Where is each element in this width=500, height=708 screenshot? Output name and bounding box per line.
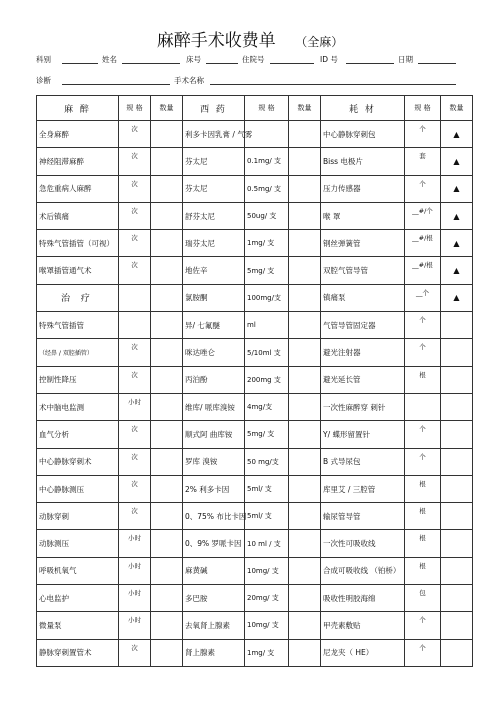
anesthesia-item: 中心静脉测压	[37, 475, 119, 502]
material-qty[interactable]	[441, 421, 473, 448]
anesthesia-qty[interactable]	[151, 503, 183, 530]
dept-field[interactable]	[62, 54, 98, 64]
material-unit: __#/根	[405, 230, 441, 257]
table-row	[37, 639, 473, 666]
surgery-label: 手术名称	[174, 76, 204, 85]
anesthesia-item: 治 疗	[37, 284, 119, 311]
material-name: Y/ 蝶形留置针	[321, 421, 405, 448]
anesthesia-qty[interactable]	[151, 148, 183, 175]
drug-qty[interactable]	[289, 475, 321, 502]
drug-name: 利多卡因乳膏 / 气雾	[183, 121, 245, 148]
anesthesia-qty[interactable]	[151, 339, 183, 366]
material-unit: 个	[405, 312, 441, 339]
material-qty[interactable]	[441, 393, 473, 420]
material-qty[interactable]	[441, 366, 473, 393]
material-name: 气管导管固定器	[321, 312, 405, 339]
drug-spec: 0.1mg/ 支	[245, 148, 289, 175]
anesthesia-unit: 次	[119, 475, 151, 502]
material-unit: 包	[405, 585, 441, 612]
material-name: 压力传感器	[321, 175, 405, 202]
admission-label: 住院号	[242, 55, 265, 64]
material-qty[interactable]	[441, 339, 473, 366]
material-name: Biss 电极片	[321, 148, 405, 175]
anesthesia-item: 全身麻醉	[37, 121, 119, 148]
material-unit: 根	[405, 557, 441, 584]
drug-qty[interactable]	[289, 557, 321, 584]
admission-field[interactable]	[270, 54, 314, 64]
material-unit: __#/个	[405, 202, 441, 229]
drug-qty[interactable]	[289, 639, 321, 666]
table-row	[37, 312, 473, 339]
anesthesia-item: 静脉穿刺置管术	[37, 639, 119, 666]
material-name: 合成可吸收线 （铂桥）	[321, 557, 405, 584]
anesthesia-item: 动脉测压	[37, 530, 119, 557]
table-row	[37, 612, 473, 639]
table-row	[37, 393, 473, 420]
anesthesia-qty[interactable]	[151, 366, 183, 393]
id-label: ID 号	[320, 55, 338, 64]
drug-qty[interactable]	[289, 175, 321, 202]
anesthesia-item: 术后镇痛	[37, 202, 119, 229]
anesthesia-qty[interactable]	[151, 475, 183, 502]
material-qty[interactable]: ▲	[441, 230, 473, 257]
col-spec: 规 格	[245, 96, 289, 121]
material-unit: 套	[405, 148, 441, 175]
material-qty[interactable]	[441, 585, 473, 612]
drug-qty[interactable]	[289, 148, 321, 175]
drug-qty[interactable]	[289, 202, 321, 229]
anesthesia-unit	[119, 312, 151, 339]
material-qty[interactable]: ▲	[441, 257, 473, 284]
anesthesia-qty[interactable]	[151, 202, 183, 229]
col-anesthesia: 麻 醉	[37, 96, 119, 121]
table-row	[37, 585, 473, 612]
date-field[interactable]	[418, 54, 456, 64]
anesthesia-unit: 次	[119, 421, 151, 448]
material-unit: __个	[405, 284, 441, 311]
material-qty[interactable]	[441, 639, 473, 666]
drug-qty[interactable]	[289, 366, 321, 393]
drug-qty[interactable]	[289, 421, 321, 448]
table-row	[37, 148, 473, 175]
material-name: 镇痛泵	[321, 284, 405, 311]
material-name: 钢丝弹簧管	[321, 230, 405, 257]
material-qty[interactable]	[441, 557, 473, 584]
table-row	[37, 202, 473, 229]
bed-label: 床号	[186, 55, 201, 64]
material-qty[interactable]	[441, 312, 473, 339]
drug-name: 多巴胺	[183, 585, 245, 612]
id-field[interactable]	[346, 54, 394, 64]
table-row	[37, 475, 473, 502]
drug-qty[interactable]	[289, 503, 321, 530]
anesthesia-item: 动脉穿刺	[37, 503, 119, 530]
anesthesia-item: 术中脑电监测	[37, 393, 119, 420]
drug-qty[interactable]	[289, 257, 321, 284]
material-name: 尼龙夹（ HE）	[321, 639, 405, 666]
anesthesia-unit: 小时	[119, 530, 151, 557]
anesthesia-unit: 小时	[119, 612, 151, 639]
drug-name: 咪达唑仑	[183, 339, 245, 366]
anesthesia-qty[interactable]	[151, 612, 183, 639]
material-unit: 个	[405, 639, 441, 666]
material-unit: 根	[405, 530, 441, 557]
drug-name: 2% 利多卡因	[183, 475, 245, 502]
drug-spec: 1mg/ 支	[245, 230, 289, 257]
material-name: 双腔气管导管	[321, 257, 405, 284]
drug-spec: 1mg/ 支	[245, 639, 289, 666]
anesthesia-qty[interactable]	[151, 585, 183, 612]
table-row	[37, 121, 473, 148]
drug-spec: ml	[245, 312, 289, 339]
drug-spec: 200mg 支	[245, 366, 289, 393]
drug-spec: 4mg/支	[245, 393, 289, 420]
anesthesia-qty[interactable]	[151, 284, 183, 311]
material-name: 一次性麻醉穿 刺针	[321, 393, 405, 420]
table-header	[37, 96, 473, 121]
anesthesia-item: 急危重病人麻醉	[37, 175, 119, 202]
anesthesia-qty[interactable]	[151, 530, 183, 557]
anesthesia-unit: 次	[119, 339, 151, 366]
drug-name: 丙泊酚	[183, 366, 245, 393]
material-unit	[405, 393, 441, 420]
material-unit: 根	[405, 475, 441, 502]
anesthesia-unit: 次	[119, 503, 151, 530]
drug-qty[interactable]	[289, 585, 321, 612]
drug-spec: 10 ml / 支	[245, 530, 289, 557]
anesthesia-qty[interactable]	[151, 639, 183, 666]
dept-label: 科别	[36, 55, 51, 64]
anesthesia-unit	[119, 284, 151, 311]
anesthesia-unit: 次	[119, 175, 151, 202]
material-unit: 根	[405, 366, 441, 393]
material-name: 避光注射器	[321, 339, 405, 366]
drug-qty[interactable]	[289, 230, 321, 257]
anesthesia-qty[interactable]	[151, 393, 183, 420]
table-row	[37, 503, 473, 530]
table-row	[37, 448, 473, 475]
anesthesia-unit: 次	[119, 121, 151, 148]
diagnosis-field[interactable]	[62, 75, 170, 85]
anesthesia-item: 神经阻滞麻醉	[37, 148, 119, 175]
table-body	[37, 121, 473, 667]
drug-spec: 5ml/ 支	[245, 503, 289, 530]
anesthesia-item: 特殊气管插管	[37, 312, 119, 339]
drug-name: 顺式阿 曲库铵	[183, 421, 245, 448]
drug-spec: 5mg/ 支	[245, 421, 289, 448]
material-unit: 个	[405, 339, 441, 366]
drug-name: 异/ 七氟醚	[183, 312, 245, 339]
drug-spec: 0.5mg/ 支	[245, 175, 289, 202]
drug-spec: 100mg/支	[245, 284, 289, 311]
bed-field[interactable]	[206, 54, 238, 64]
drug-name: 舒芬太尼	[183, 202, 245, 229]
material-unit: 个	[405, 448, 441, 475]
drug-name: 芬太尼	[183, 175, 245, 202]
material-name: 避光延长管	[321, 366, 405, 393]
anesthesia-item: 血气分析	[37, 421, 119, 448]
material-qty[interactable]	[441, 448, 473, 475]
drug-spec: 20mg/ 支	[245, 585, 289, 612]
material-unit: 个	[405, 175, 441, 202]
drug-qty[interactable]	[289, 339, 321, 366]
title-text: 麻醉手术收费单	[156, 31, 276, 51]
charge-table	[36, 95, 473, 667]
drug-spec: 5ml/ 支	[245, 475, 289, 502]
drug-name: 芬太尼	[183, 148, 245, 175]
material-qty[interactable]: ▲	[441, 148, 473, 175]
surgery-field[interactable]	[210, 75, 456, 85]
anesthesia-unit: 次	[119, 257, 151, 284]
drug-name: 去氧肾上腺素	[183, 612, 245, 639]
material-qty[interactable]: ▲	[441, 202, 473, 229]
drug-spec: 10mg/ 支	[245, 612, 289, 639]
drug-name: 0、75% 布比卡因	[183, 503, 245, 530]
anesthesia-unit: 次	[119, 230, 151, 257]
drug-name: 麻黄碱	[183, 557, 245, 584]
anesthesia-item: 喉罩插管通气术	[37, 257, 119, 284]
col-consumables: 耗 材	[321, 96, 405, 121]
drug-name: 肾上腺素	[183, 639, 245, 666]
col-spec: 规 格	[119, 96, 151, 121]
anesthesia-item: 心电监护	[37, 585, 119, 612]
material-unit: 个	[405, 421, 441, 448]
drug-name: 罗库 溴铵	[183, 448, 245, 475]
table-row	[37, 421, 473, 448]
drug-name: 氯胺酮	[183, 284, 245, 311]
material-qty[interactable]	[441, 503, 473, 530]
col-western-drugs: 西 药	[183, 96, 245, 121]
drug-qty[interactable]	[289, 121, 321, 148]
material-name: B 式导尿包	[321, 448, 405, 475]
anesthesia-qty[interactable]	[151, 557, 183, 584]
anesthesia-unit: 小时	[119, 585, 151, 612]
material-qty[interactable]: ▲	[441, 121, 473, 148]
anesthesia-qty[interactable]	[151, 448, 183, 475]
drug-name: 瑞芬太尼	[183, 230, 245, 257]
anesthesia-qty[interactable]	[151, 121, 183, 148]
material-qty[interactable]	[441, 475, 473, 502]
table-row	[37, 257, 473, 284]
anesthesia-qty[interactable]	[151, 421, 183, 448]
material-name: 库里艾 / 三腔管	[321, 475, 405, 502]
material-unit: 根	[405, 503, 441, 530]
drug-qty[interactable]	[289, 284, 321, 311]
date-label: 日期	[398, 55, 413, 64]
table-row	[37, 366, 473, 393]
anesthesia-item: （经鼻 / 双腔插管）	[37, 339, 119, 366]
table-row	[37, 230, 473, 257]
anesthesia-unit: 次	[119, 448, 151, 475]
table-row	[37, 339, 473, 366]
drug-name: 0、9% 罗哌卡因	[183, 530, 245, 557]
anesthesia-qty[interactable]	[151, 312, 183, 339]
drug-spec: 5mg/ 支	[245, 257, 289, 284]
form-title	[0, 26, 500, 51]
anesthesia-qty[interactable]	[151, 230, 183, 257]
material-name: 中心静脉穿刺包	[321, 121, 405, 148]
drug-qty[interactable]	[289, 530, 321, 557]
col-qty: 数量	[441, 96, 473, 121]
material-qty[interactable]	[441, 612, 473, 639]
diagnosis-label: 诊断	[36, 76, 51, 85]
material-unit: 个	[405, 612, 441, 639]
anesthesia-qty[interactable]	[151, 257, 183, 284]
anesthesia-qty[interactable]	[151, 175, 183, 202]
drug-spec: 50ug/ 支	[245, 202, 289, 229]
material-qty[interactable]: ▲	[441, 284, 473, 311]
anesthesia-unit: 次	[119, 639, 151, 666]
subtitle-text: （全麻）	[295, 35, 344, 49]
anesthesia-unit: 小时	[119, 393, 151, 420]
col-qty: 数量	[151, 96, 183, 121]
anesthesia-item: 呼吸机氧气	[37, 557, 119, 584]
material-name: 甲壳素敷贴	[321, 612, 405, 639]
table-row	[37, 284, 473, 311]
drug-name: 维库/ 哌库溴铵	[183, 393, 245, 420]
material-name: 一次性可吸收线	[321, 530, 405, 557]
anesthesia-item: 控制性降压	[37, 366, 119, 393]
drug-spec: 5/10ml 支	[245, 339, 289, 366]
drug-qty[interactable]	[289, 448, 321, 475]
col-qty: 数量	[289, 96, 321, 121]
material-name: 吸收性明胶海绵	[321, 585, 405, 612]
name-field[interactable]	[122, 54, 180, 64]
drug-spec: 50 mg/支	[245, 448, 289, 475]
anesthesia-unit: 次	[119, 148, 151, 175]
material-name: 输尿管导管	[321, 503, 405, 530]
col-spec: 规 格	[405, 96, 441, 121]
material-unit: __#/根	[405, 257, 441, 284]
drug-qty[interactable]	[289, 393, 321, 420]
material-qty[interactable]: ▲	[441, 175, 473, 202]
name-label: 姓名	[102, 55, 117, 64]
table-row	[37, 557, 473, 584]
material-name: 喉 罩	[321, 202, 405, 229]
anesthesia-unit: 小时	[119, 557, 151, 584]
anesthesia-item: 微量泵	[37, 612, 119, 639]
drug-qty[interactable]	[289, 612, 321, 639]
anesthesia-unit: 次	[119, 202, 151, 229]
table-row	[37, 530, 473, 557]
anesthesia-unit: 次	[119, 366, 151, 393]
anesthesia-item: 特殊气管插管（可视）	[37, 230, 119, 257]
material-unit: 个	[405, 121, 441, 148]
drug-qty[interactable]	[289, 312, 321, 339]
table-row	[37, 175, 473, 202]
drug-name: 地佐辛	[183, 257, 245, 284]
material-qty[interactable]	[441, 530, 473, 557]
anesthesia-item: 中心静脉穿刺术	[37, 448, 119, 475]
drug-spec: 10mg/ 支	[245, 557, 289, 584]
